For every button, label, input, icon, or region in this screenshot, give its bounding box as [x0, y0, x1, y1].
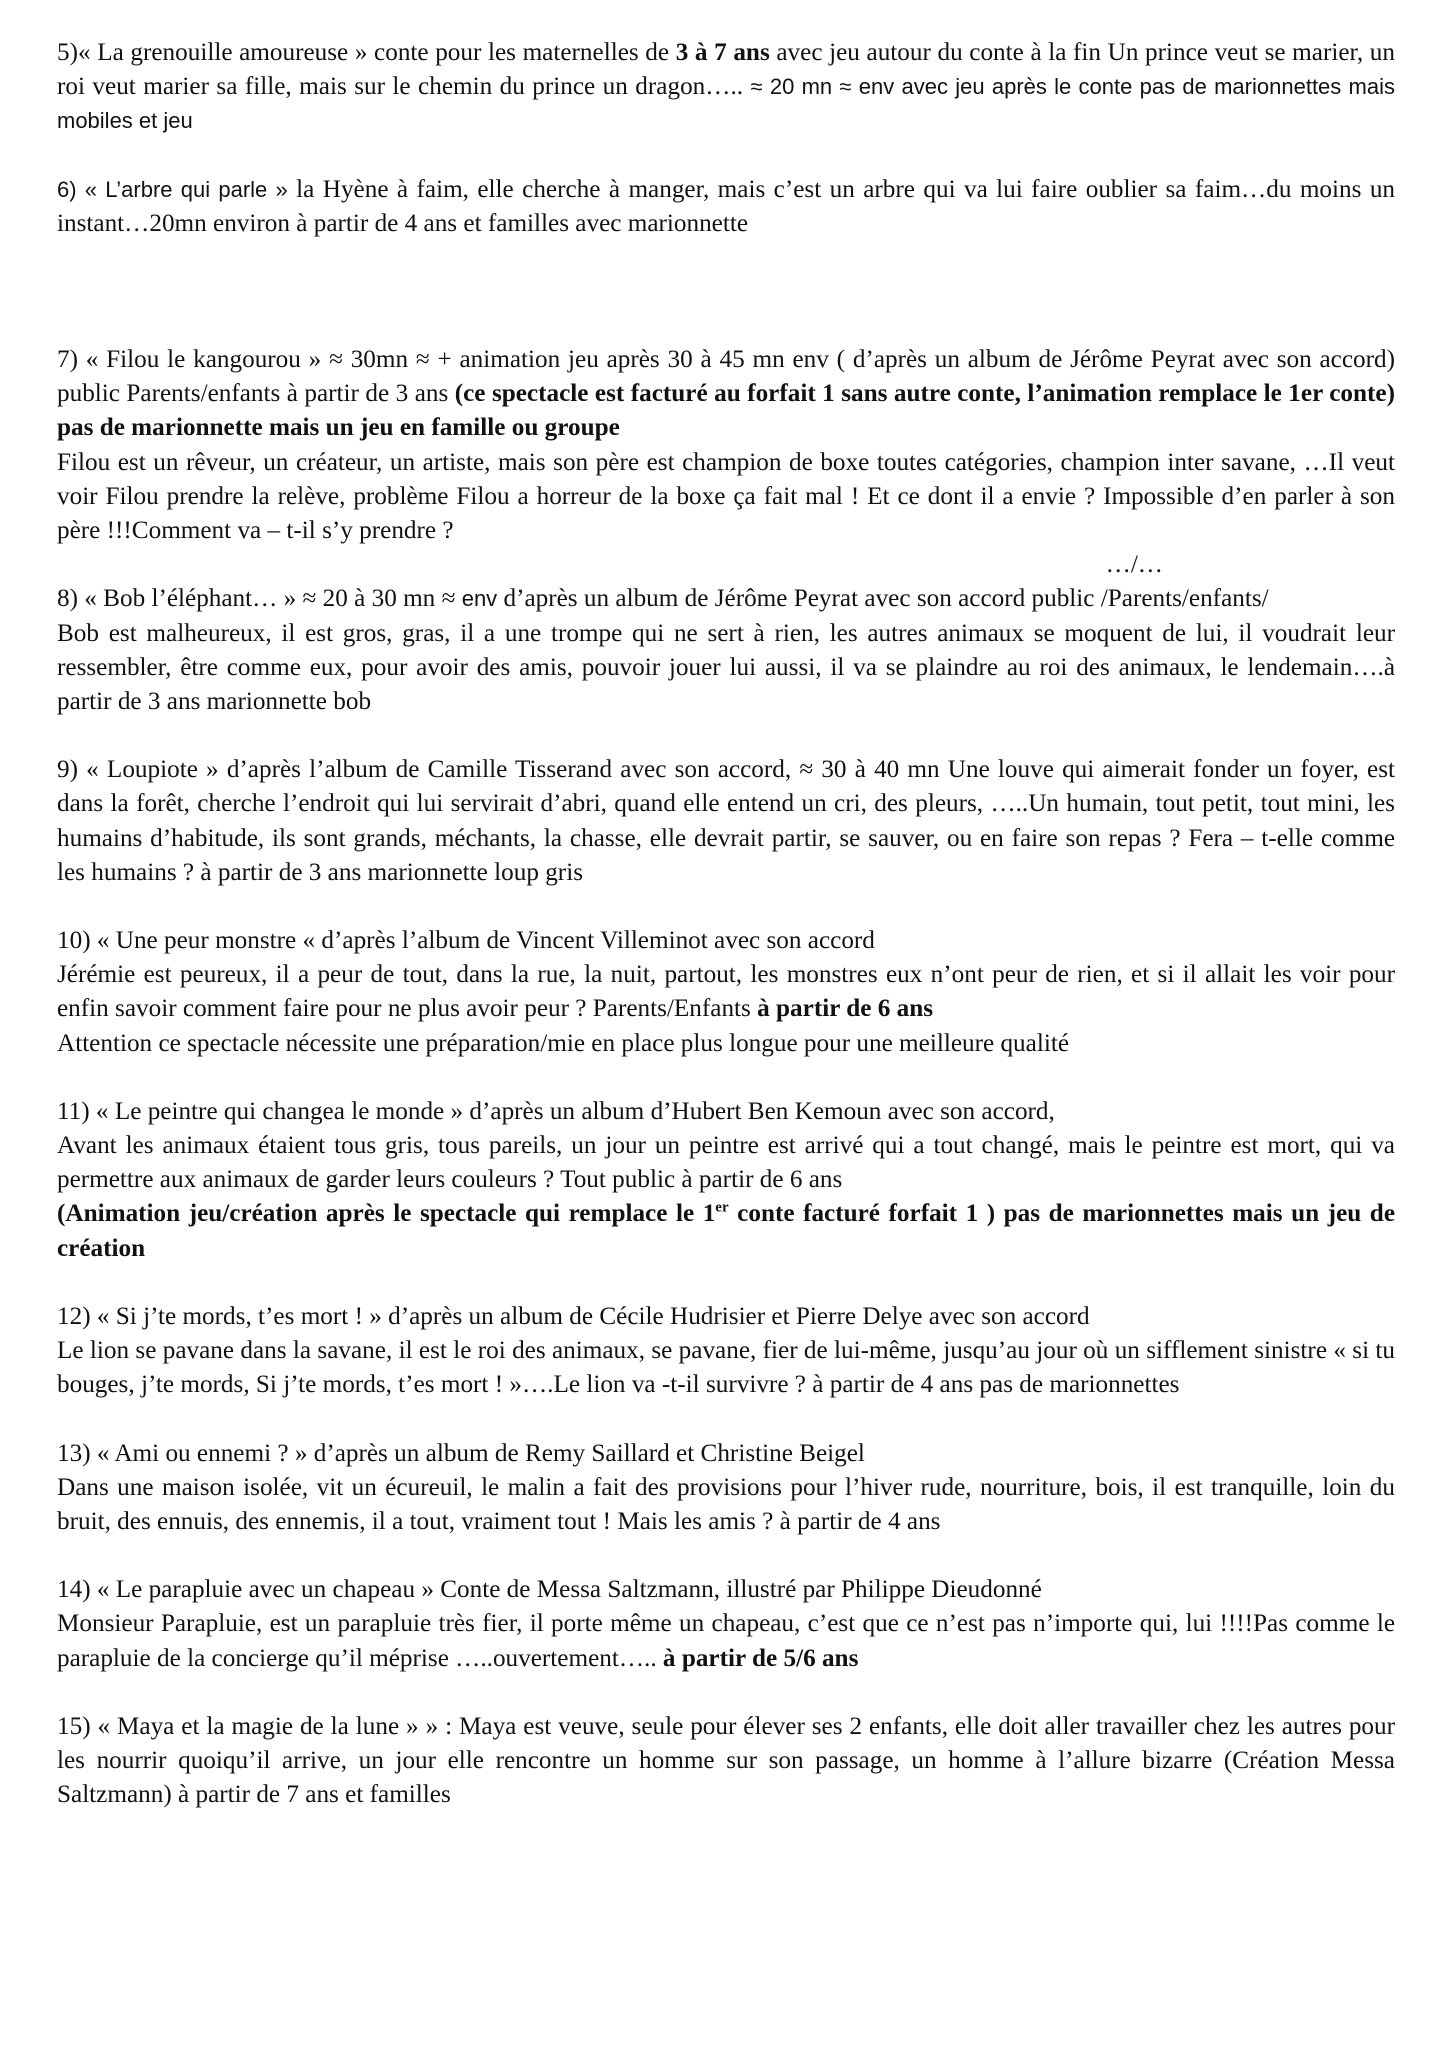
item-10-title: 10) « Une peur monstre « d’après l’album de Vincent Villeminot avec son accord — [57, 927, 875, 955]
document-page — [57, 36, 1395, 1812]
item-11-note — [57, 1197, 1395, 1265]
item-8 — [57, 582, 1395, 616]
continued-marker: …/… — [1105, 551, 1163, 579]
item-9: 9) « Loupiote » d’après l’album de Camille Tisserand avec son accord, ≈ 30 à 40 mn Une louve qui aimerait fonder un foyer, est dans la forêt, cherche l’endroit qui lui servirait d’abri, quand elle entend un cri, des pleurs, …..Un humain, tout petit, tout mini, les humains d’habitude, ils sont grands, méchants, la chasse, elle devrait partir, se sauver, ou en faire son repas ? Fera – t-elle comme les humains ? à partir de 3 ans marionnette loup gris — [57, 756, 1395, 886]
item-6-text: la Hyène à faim, elle cherche à manger, mais c’est un arbre qui va lui faire oublier sa faim…du moins un instant…20mn environ à partir de 4 ans et familles avec marionnette — [57, 175, 1396, 237]
item-7 — [57, 343, 1395, 446]
item-6 — [57, 173, 1395, 241]
item-7-title: 7) « Filou le kangourou » ≈ 30mn ≈ + animation jeu après 30 à 45 mn env ( d’après un album de Jérôme Peyrat avec son accord) public Parents/enfants à partir de 3 ans — [57, 346, 1395, 408]
item-10-age: à partir de 6 ans — [757, 995, 933, 1023]
item-14 — [57, 1607, 1395, 1675]
item-11-note-a: (Animation jeu/création après le spectacle qui remplace le 1 — [57, 1200, 716, 1228]
item-15: 15) « Maya et la magie de la lune » » : Maya est veuve, seule pour élever ses 2 enfants, elle doit aller travailler chez les autres pour les nourrir quoiqu’il arrive, un jour elle rencontre un homme sur son passage, un homme à l’allure bizarre (Création Messa Saltzmann) à partir de 7 ans et familles — [57, 1712, 1395, 1809]
item-5 — [57, 36, 1395, 139]
item-12-text: Le lion se pavane dans la savane, il est le roi des animaux, se pavane, fier de lui-même, jusqu’au jour où un sifflement sinistre « si tu bouges, j’te mords, Si j’te mords, t’es mort ! »….Le lion va -t-il survivre ? à partir de 4 ans pas de marionnettes — [57, 1337, 1395, 1399]
item-12-title: 12) « Si j’te mords, t’es mort ! » d’après un album de Cécile Hudrisier et Pierre Delye avec son accord — [57, 1302, 1090, 1330]
item-11-note-b: conte facturé forfait 1 ) pas de marionnettes mais un jeu de création — [57, 1200, 1395, 1262]
item-8-title: 8) « Bob l’éléphant… » ≈ 20 à 30 mn ≈ — [57, 585, 462, 613]
item-6-title: 6) « L’arbre qui parle » — [57, 176, 288, 202]
item-11-title: 11) « Le peintre qui changea le monde » d’après un album d’Hubert Ben Kemoun avec son accord, — [57, 1097, 1055, 1125]
item-5-text: avec jeu autour du conte à la fin Un prince veut se marier, un roi veut marier sa fille, mais sur le chemin du prince un dragon….. — [57, 39, 1395, 101]
item-7-pricing-note: (ce spectacle est facturé au forfait 1 sans autre conte, l’animation remplace le 1er conte) pas de marionnette mais un jeu en famille ou groupe — [57, 380, 1395, 442]
item-13-title: 13) « Ami ou ennemi ? » d’après un album de Remy Saillard et Christine Beigel — [57, 1439, 865, 1467]
item-10-text: Jérémie est peureux, il a peur de tout, dans la rue, la nuit, partout, les monstres eux n’ont peur de rien, et si il allait les voir pour enfin savoir comment faire pour ne plus avoir peur ? Parents/Enfants — [57, 961, 1395, 1023]
item-5-duration: ≈ 20 mn ≈ env avec jeu après le conte pas de marionnettes mais mobiles et jeu — [57, 74, 1396, 134]
item-11-sup: er — [715, 1200, 729, 1217]
item-8-text: d’après un album de Jérôme Peyrat avec son accord public /Parents/enfants/ — [497, 585, 1269, 613]
item-7-description: Filou est un rêveur, un créateur, un artiste, mais son père est champion de boxe toutes catégories, champion inter savane, …Il veut voir Filou prendre la relève, problème Filou a horreur de la boxe ça fait mal ! Et ce dont il a envie ? Impossible d’en parler à son père !!!Comment va – t-il s’y prendre ? — [57, 448, 1395, 545]
item-14-title: 14) « Le parapluie avec un chapeau » Conte de Messa Saltzmann, illustré par Philippe Dieudonné — [57, 1576, 1042, 1604]
item-8-description: Bob est malheureux, il est gros, gras, il a une trompe qui ne sert à rien, les autres animaux se moquent de lui, il voudrait leur ressembler, être comme eux, pour avoir des amis, pouvoir jouer lui aussi, il va se plaindre au roi des animaux, le lendemain….à partir de 3 ans marionnette bob — [57, 619, 1395, 716]
item-14-text: Monsieur Parapluie, est un parapluie très fier, il porte même un chapeau, c’est que ce n’est pas n’importe qui, lui !!!!Pas comme le parapluie de la concierge qu’il méprise …..ouvertement….. — [57, 1610, 1395, 1672]
item-14-age: à partir de 5/6 ans — [662, 1644, 859, 1672]
item-8-env: env — [461, 586, 498, 612]
item-10-note: Attention ce spectacle nécessite une préparation/mie en place plus longue pour une meilleure qualité — [57, 1029, 1070, 1057]
item-10 — [57, 958, 1395, 1026]
item-5-age: 3 à 7 ans — [675, 39, 770, 66]
item-13-text: Dans une maison isolée, vit un écureuil, le malin a fait des provisions pour l’hiver rude, nourriture, bois, il est tranquille, loin du bruit, des ennuis, des ennemis, il a tout, vraiment tout ! Mais les amis ? à partir de 4 ans — [57, 1473, 1395, 1535]
item-5-title: 5)« La grenouille amoureuse » conte pour les maternelles de — [57, 39, 676, 66]
item-11-text: Avant les animaux étaient tous gris, tous pareils, un jour un peintre est arrivé qui a tout changé, mais le peintre est mort, qui va permettre aux animaux de garder leurs couleurs ? Tout public à partir de 6 ans — [57, 1132, 1395, 1194]
